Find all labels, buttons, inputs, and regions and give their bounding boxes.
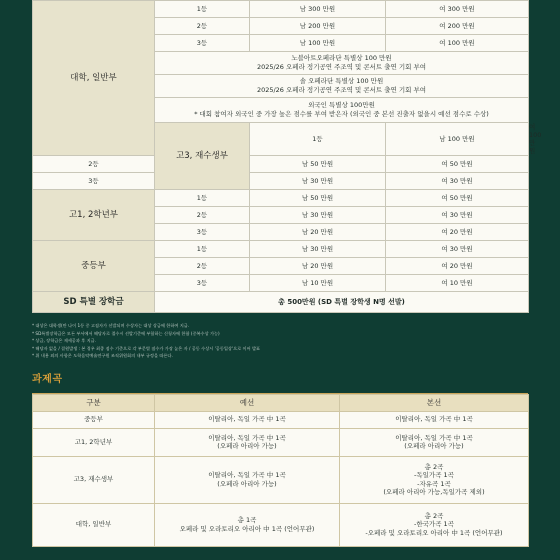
prelim-cell <box>155 428 340 456</box>
rank-cell: 3등 <box>33 173 155 190</box>
rank-cell: 2등 <box>155 207 250 224</box>
page-sheet <box>32 0 542 547</box>
male-prize-cell: 남 300 만원 <box>250 1 386 18</box>
rank-cell: 2등 <box>33 156 155 173</box>
final-line: 총 2곡 <box>424 511 444 520</box>
female-prize-cell: 여 100 만원 <box>386 35 529 52</box>
repertoire-table <box>32 394 529 547</box>
rank-cell: 2등 <box>155 258 250 275</box>
note-line: * 해당자 없을 / 결원발생 : 본 경우 최종 점수 기준으로 각 부문별 점수가 가장 높은 자 / 공동 수상시 '공동입상'으로 이어 발표 <box>32 345 261 351</box>
male-prize-cell: 남 30 만원 <box>250 241 386 258</box>
column-header: 구분 <box>33 394 155 411</box>
male-prize-cell: 남 10 만원 <box>250 275 386 292</box>
category-cell: 대학, 일반부 <box>33 503 155 546</box>
prelim-line: 총 1곡 <box>237 516 257 524</box>
note-line: * SD특별장학금은 모든 부서에서 해당자로 접수시 선발기준에 부합하는 신청자에 한함 (중복수상 가능) <box>32 330 220 336</box>
special-prize-cell <box>155 52 529 75</box>
category-cell: 대학, 일반부 <box>33 1 155 156</box>
prelim-line: 오페라 및 오라토리오 아리아 中 1곡 (언어무관) <box>179 524 315 533</box>
final-line: (오페라 아리아 가능,독일가곡 제외) <box>383 488 485 496</box>
notes-block <box>32 322 528 360</box>
special-prize-title: 솔 오페라단 특별상 100 만원 <box>299 77 384 85</box>
prelim-line: 이탈리아, 독일 가곡 中 1곡 <box>208 471 286 479</box>
table-row <box>33 1 529 18</box>
category-cell: 고1, 2학년부 <box>33 190 155 241</box>
special-prize-title: 노블아트오페라단 특별상 100 만원 <box>291 54 392 62</box>
repertoire-title: 과제곡 <box>32 373 63 385</box>
special-prize-cell <box>155 75 529 98</box>
final-cell <box>340 411 529 428</box>
female-prize-cell: 여 200 만원 <box>386 18 529 35</box>
category-cell: 고1, 2학년부 <box>33 428 155 456</box>
final-line: (오페라 아리아 가능) <box>404 442 464 450</box>
table-row <box>33 456 529 503</box>
special-prize-cell <box>155 98 529 123</box>
table-row <box>33 173 529 190</box>
note-line: * 대상은 대학생(만 나이 1등 중 고점자가 선발되며 수상자는 대상 상금에 한하여 지급. <box>32 323 190 328</box>
female-prize-cell: 여 50 만원 <box>386 190 529 207</box>
prelim-line: 이탈리아, 독일 가곡 中 1곡 <box>208 433 286 442</box>
male-prize-cell: 남 20 만원 <box>250 224 386 241</box>
male-prize-cell: 남 100 만원 <box>250 35 386 52</box>
rank-cell: 3등 <box>155 275 250 292</box>
rank-cell: 3등 <box>155 35 250 52</box>
special-prize-detail: * 대회 참여자 외국인 중 가장 높은 점수를 부여 받은자 (외국인 중 본선 진출자 없을시 예선 점수로 수상) <box>194 110 489 118</box>
category-cell: 고3, 재수생부 <box>33 456 155 503</box>
table-row <box>33 503 529 546</box>
prize-table <box>32 0 542 313</box>
rank-cell: 2등 <box>155 18 250 35</box>
female-prize-cell: 여 10 만원 <box>386 275 529 292</box>
female-prize-cell: 여 20 만원 <box>386 224 529 241</box>
table-row <box>33 428 529 456</box>
note-line: * 위 내용 외의 사항은 도학음악예술연구원 조직위원회의 내부 규정을 따른다. <box>32 353 173 358</box>
female-prize-cell: 여 30 만원 <box>386 207 529 224</box>
male-prize-cell: 남 100 만원 <box>386 123 529 156</box>
sd-scholarship-value: 총 500만원 (SD 특별 장학생 N명 선발) <box>155 292 529 313</box>
final-line: -오페라 및 오라토리오 아리아 中 1곡 (언어무관) <box>365 528 503 537</box>
male-prize-cell: 남 30 만원 <box>250 173 386 190</box>
table-header-row <box>33 394 529 411</box>
table-row <box>33 156 529 173</box>
male-prize-cell: 남 50 만원 <box>250 156 386 173</box>
prelim-cell <box>155 411 340 428</box>
sd-scholarship-label: SD 특별 장학금 <box>33 292 155 313</box>
category-cell: 중등부 <box>33 241 155 292</box>
male-prize-cell: 남 20 만원 <box>250 258 386 275</box>
final-line: -독일가곡 1곡 <box>414 471 454 479</box>
final-line: 이탈리아, 독일 가곡 中 1곡 <box>395 415 473 424</box>
rank-cell: 1등 <box>155 190 250 207</box>
final-line: -한국가곡 1곡 <box>414 520 454 529</box>
female-prize-cell: 여 300 만원 <box>386 1 529 18</box>
special-prize-detail: 2025/26 오페라 정기공연 주조역 및 콘서트 출연 기회 부여 <box>256 63 427 71</box>
special-prize-title: 외국인 특별상 100만원 <box>308 101 375 109</box>
table-row <box>33 190 529 207</box>
prelim-cell <box>155 456 340 503</box>
female-prize-cell: 여 30 만원 <box>386 241 529 258</box>
rank-cell: 1등 <box>250 123 386 156</box>
rank-cell: 1등 <box>155 1 250 18</box>
table-row: 고3, 재수생부 1등 남 100 만원 여 100 만원 <box>33 123 529 156</box>
table-row <box>33 241 529 258</box>
male-prize-cell: 남 200 만원 <box>250 18 386 35</box>
table-row <box>33 411 529 428</box>
prelim-cell <box>155 503 340 546</box>
note-line: * 상금, 장학금은 제세공과 후 지급. <box>32 338 96 343</box>
category-cell: 중등부 <box>33 411 155 428</box>
prelim-line: (오페라 아리아 가능) <box>217 479 277 488</box>
final-cell <box>340 456 529 503</box>
male-prize-cell: 남 30 만원 <box>250 207 386 224</box>
female-prize-cell: 여 20 만원 <box>386 258 529 275</box>
rank-cell: 1등 <box>155 241 250 258</box>
rank-cell: 3등 <box>155 224 250 241</box>
column-header: 예선 <box>155 394 340 411</box>
final-line: 총 2곡 <box>424 462 444 471</box>
final-line: -자유곡 1곡 <box>417 479 451 488</box>
male-prize-cell: 남 50 만원 <box>250 190 386 207</box>
final-cell <box>340 428 529 456</box>
prelim-line: 이탈리아, 독일 가곡 中 1곡 <box>208 415 286 424</box>
category-cell: 고3, 재수생부 <box>155 123 250 190</box>
column-header: 본선 <box>340 394 529 411</box>
final-line: 이탈리아, 독일 가곡 中 1곡 <box>395 433 473 442</box>
female-prize-cell: 여 50 만원 <box>386 156 529 173</box>
final-cell <box>340 503 529 546</box>
prelim-line: (오페라 아리아 가능) <box>217 442 277 450</box>
female-prize-cell: 여 30 만원 <box>386 173 529 190</box>
special-prize-detail: 2025/26 오페라 정기공연 주조역 및 콘서트 출연 기회 부여 <box>256 86 427 94</box>
table-row <box>33 292 529 313</box>
